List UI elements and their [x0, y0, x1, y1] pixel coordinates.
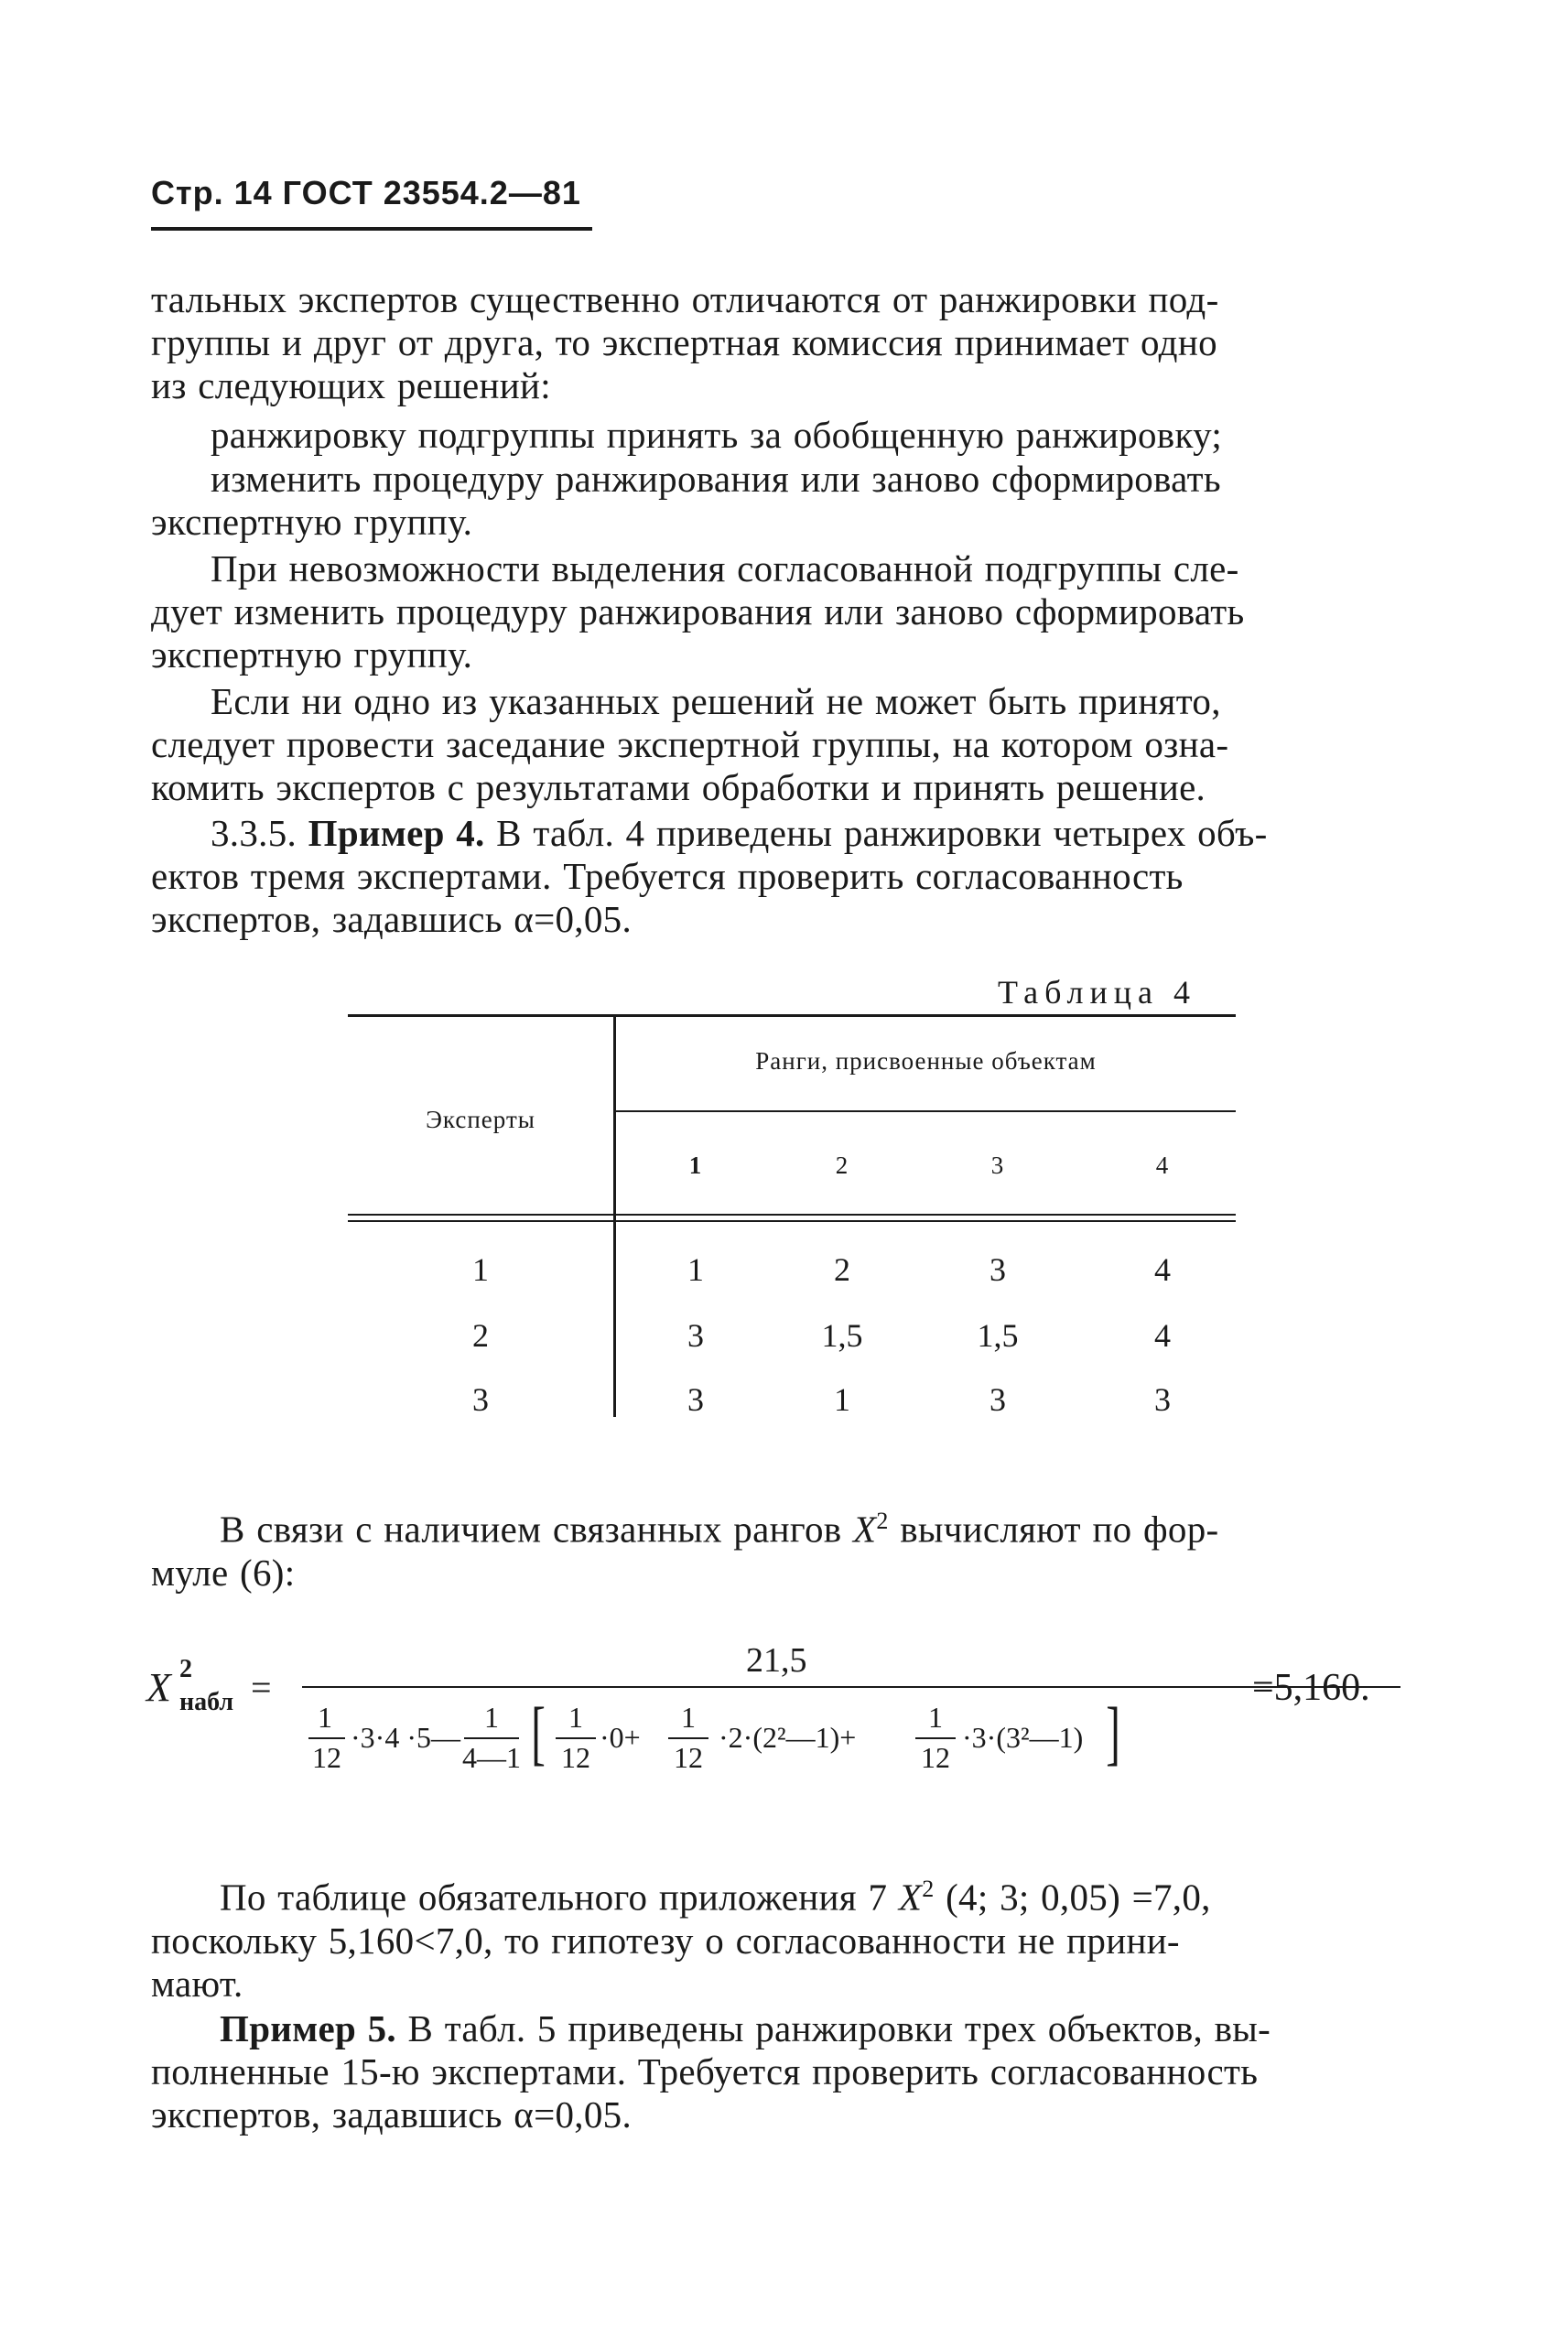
text-line: тальных экспертов существенно отличаются от ранжировки под-	[151, 278, 1219, 320]
fraction-bar	[308, 1737, 345, 1739]
clause-number: 3.3.5.	[211, 812, 297, 854]
fraction-denominator: 12	[312, 1741, 341, 1774]
formula-result: =5,160.	[1252, 1667, 1370, 1709]
rank-cell: 1,5	[821, 1317, 863, 1354]
text-line: ектов тремя экспертами. Требуется проверить согласованность	[151, 855, 1184, 897]
fraction-denominator: 12	[561, 1741, 590, 1774]
paragraph-9	[151, 2007, 1433, 2136]
superscript: 2	[922, 1876, 935, 1902]
chi-variable: X	[146, 1665, 171, 1710]
text-line: муле (6):	[151, 1551, 296, 1594]
open-bracket: [	[531, 1692, 546, 1772]
rank-cell: 3	[687, 1381, 704, 1418]
text-line: дует изменить процедуру ранжирования или заново сформировать	[151, 590, 1245, 633]
text-span: В связи с наличием связанных рангов	[220, 1508, 842, 1551]
equals-sign: =	[251, 1667, 272, 1708]
fraction-denominator: 12	[674, 1741, 703, 1774]
subscript: набл	[179, 1688, 234, 1716]
text-line	[151, 2007, 1433, 2050]
chi-square-formula	[146, 1641, 1428, 1794]
text-line: экспертов, задавшись α=0,05.	[151, 2093, 632, 2136]
text-line: экспертную группу.	[151, 501, 473, 543]
text-line: При невозможности выделения согласованной подгруппы сле-	[211, 547, 1239, 589]
table-header-rule-2	[348, 1220, 1236, 1222]
paragraph-4	[151, 547, 1433, 676]
term-text: ·3·(3²—1)	[962, 1721, 1084, 1754]
text-line: поскольку 5,160<7,0, то гипотезу о согласованности не прини-	[151, 1919, 1180, 1962]
text-line: ранжировку подгруппы принять за обобщенную ранжировку;	[211, 414, 1223, 456]
text-span: В табл. 4 приведены ранжировки четырех объ-	[496, 812, 1268, 854]
text-line: группы и друг от друга, то экспертная комиссия принимает одно	[151, 321, 1217, 363]
rank-cell: 4	[1154, 1251, 1171, 1288]
main-fraction-bar	[302, 1686, 1400, 1688]
text-line: из следующих решений:	[151, 364, 551, 406]
text-span: В табл. 5 приведены ранжировки трех объектов, вы-	[407, 2007, 1271, 2049]
term-text: ·3·4 ·5—	[351, 1721, 460, 1754]
numerator: 21,5	[746, 1641, 807, 1680]
paragraph-7	[151, 1499, 1433, 1595]
paragraph-8	[151, 1867, 1433, 2006]
ranks-header: Ранги, присвоенные объектам	[755, 1047, 1097, 1075]
table-top-rule	[348, 1014, 1236, 1017]
rank-cell: 3	[687, 1317, 704, 1354]
table-header-rule-1	[348, 1214, 1236, 1216]
paragraph-1	[151, 278, 1433, 407]
fraction-bar	[464, 1737, 519, 1739]
fraction-bar	[668, 1737, 708, 1739]
object-header: 3	[990, 1152, 1005, 1179]
fraction-numerator: 1	[484, 1701, 499, 1734]
expert-cell: 1	[472, 1251, 489, 1288]
denominator	[307, 1692, 1405, 1792]
chi-variable: X	[898, 1876, 923, 1919]
object-header: 4	[1155, 1152, 1170, 1179]
superscript: 2	[179, 1655, 192, 1683]
text-span: По таблице обязательного приложения 7	[220, 1876, 888, 1919]
expert-cell: 2	[472, 1317, 489, 1354]
example-label: Пример 4.	[308, 812, 485, 854]
paragraph-3	[151, 458, 1433, 544]
example-label: Пример 5.	[220, 2007, 396, 2049]
expert-cell: 3	[472, 1381, 489, 1418]
paragraph-2	[211, 414, 1433, 457]
text-line: мают.	[151, 1962, 243, 2005]
close-bracket: ]	[1106, 1692, 1120, 1772]
table-column-divider	[613, 1017, 616, 1417]
superscript: 2	[876, 1508, 889, 1534]
text-line	[151, 1867, 1433, 1919]
ranking-table	[348, 1014, 1236, 1426]
text-line: экспертную группу.	[151, 633, 473, 676]
fraction-numerator: 1	[568, 1701, 583, 1734]
term-text: ·0+	[600, 1721, 641, 1754]
fraction-bar	[915, 1737, 956, 1739]
rank-cell: 3	[989, 1251, 1006, 1288]
paragraph-5	[151, 680, 1433, 809]
rank-cell: 3	[989, 1381, 1006, 1418]
chi-variable: X	[852, 1508, 877, 1551]
text-line: полненные 15-ю экспертами. Требуется проверить согласованность	[151, 2050, 1259, 2092]
experts-header: Эксперты	[426, 1106, 535, 1133]
text-line: Если ни одно из указанных решений не может быть принято,	[211, 680, 1221, 722]
text-line: изменить процедуру ранжирования или заново сформировать	[211, 458, 1221, 500]
rank-cell: 1	[834, 1381, 850, 1418]
rank-cell: 1,5	[977, 1317, 1019, 1354]
text-line	[151, 1499, 1433, 1552]
fraction-denominator: 12	[921, 1741, 950, 1774]
paragraph-6	[151, 812, 1433, 941]
term-text: ·2·(2²—1)+	[719, 1721, 857, 1754]
text-line	[151, 812, 1433, 855]
rank-cell: 3	[1154, 1381, 1171, 1418]
text-span: (4; 3; 0,05) =7,0,	[946, 1876, 1211, 1919]
text-span: вычисляют по фор-	[900, 1508, 1219, 1551]
fraction-bar	[556, 1737, 596, 1739]
table-caption: Таблица 4	[998, 974, 1196, 1011]
object-header: 2	[835, 1152, 849, 1179]
table-subheader-rule	[616, 1110, 1236, 1112]
rank-cell: 4	[1154, 1317, 1171, 1354]
rank-cell: 1	[687, 1251, 704, 1288]
header-rule	[151, 227, 592, 231]
rank-cell: 2	[834, 1251, 850, 1288]
text-line: следует провести заседание экспертной группы, на котором озна-	[151, 723, 1229, 765]
text-line: экспертов, задавшись α=0,05.	[151, 898, 632, 940]
page-header: Стр. 14 ГОСТ 23554.2—81	[151, 174, 581, 211]
text-line: комить экспертов с результатами обработки и принять решение.	[151, 766, 1206, 808]
fraction-numerator: 1	[318, 1701, 332, 1734]
fraction-numerator: 1	[928, 1701, 943, 1734]
fraction-denominator: 4—1	[462, 1741, 521, 1774]
object-header: 1	[688, 1152, 703, 1179]
fraction-numerator: 1	[681, 1701, 696, 1734]
formula-lhs	[146, 1664, 171, 1711]
